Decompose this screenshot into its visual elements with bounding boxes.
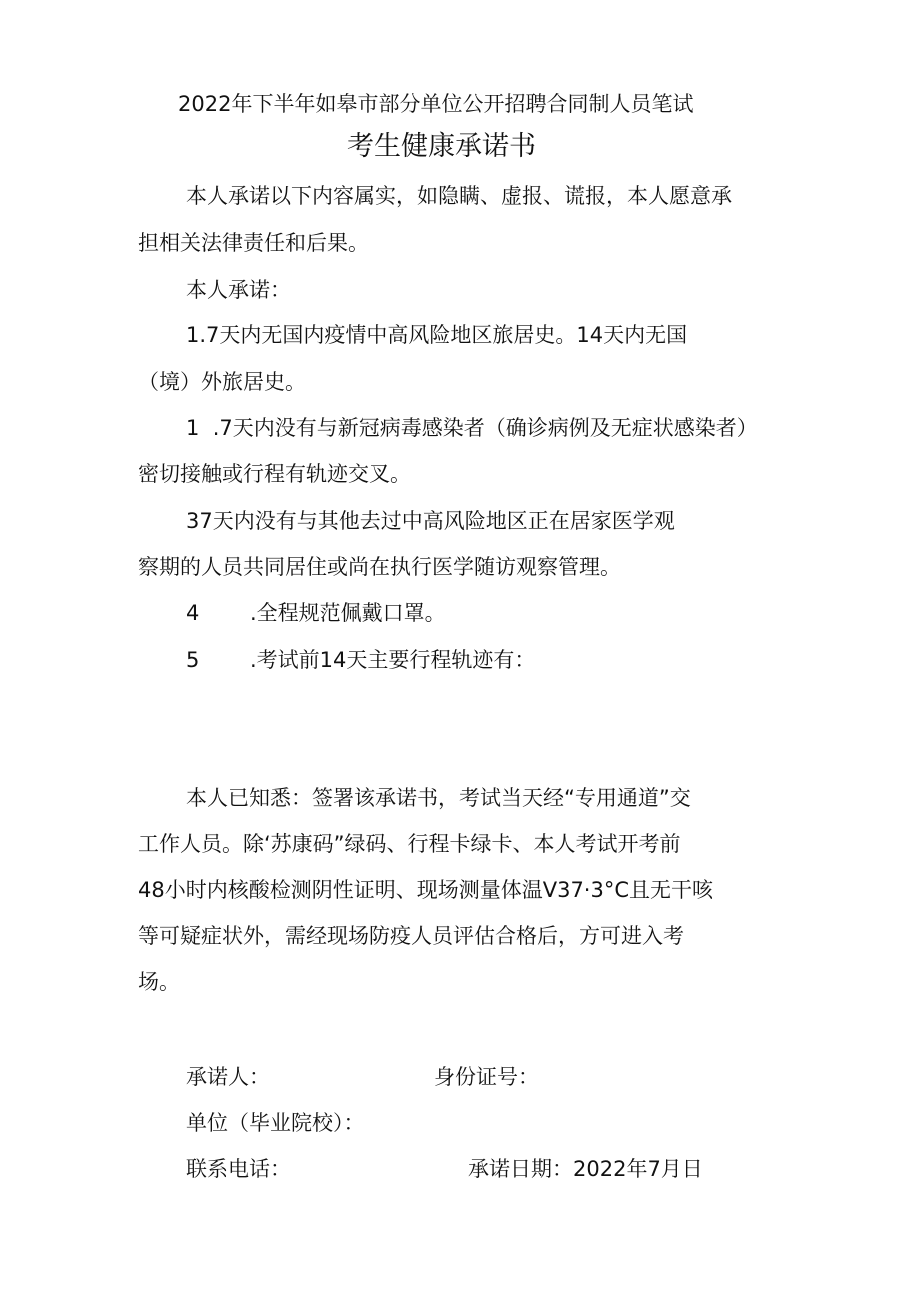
item-1-line-2: （境）外旅居史。 bbox=[138, 370, 306, 394]
item-2-line-1: 1 .7天内没有与新冠病毒感染者（确诊病例及无症状感染者） bbox=[186, 416, 758, 440]
notice-line-4: 等可疑症状外，需经现场防疫人员评估合格后，方可进入考 bbox=[138, 924, 684, 948]
item-4-number: 4 bbox=[186, 601, 200, 625]
item-3-line-1: 37天内没有与其他去过中高风险地区正在居家医学观 bbox=[186, 509, 675, 533]
intro-line-1: 本人承诺以下内容属实，如隐瞒、虚报、谎报，本人愿意承 bbox=[186, 184, 732, 208]
unit-label: 单位（毕业院校）： bbox=[186, 1111, 365, 1135]
item-1-line-1: 1.7天内无国内疫情中高风险地区旅居史。14天内无国 bbox=[186, 323, 688, 347]
notice-line-1: 本人已知悉：签署该承诺书，考试当天经“专用通道”交 bbox=[186, 786, 691, 810]
document-title: 考生健康承诺书 bbox=[347, 131, 536, 162]
pledge-heading: 本人承诺： bbox=[186, 278, 291, 302]
item-3-line-2: 察期的人员共同居住或尚在执行医学随访观察管理。 bbox=[138, 555, 621, 579]
notice-line-2: 工作人员。除‘苏康码”绿码、行程卡绿卡、本人考试开考前 bbox=[138, 832, 681, 856]
item-5-number: 5 bbox=[186, 648, 200, 672]
phone-label: 联系电话： bbox=[186, 1157, 291, 1181]
notice-line-3: 48小时内核酸检测阴性证明、现场测量体温V37·3°C且无干咳 bbox=[138, 878, 714, 902]
notice-line-5: 场。 bbox=[138, 970, 180, 994]
pledge-date: 承诺日期：2022年7月日 bbox=[468, 1157, 703, 1181]
item-5-text: .考试前14天主要行程轨迹有： bbox=[250, 648, 536, 672]
signer-label: 承诺人： bbox=[186, 1065, 270, 1089]
id-number-label: 身份证号： bbox=[434, 1065, 539, 1089]
item-2-line-2: 密切接触或行程有轨迹交叉。 bbox=[138, 462, 411, 486]
intro-line-2: 担相关法律责任和后果。 bbox=[138, 231, 369, 255]
item-4-text: .全程规范佩戴口罩。 bbox=[250, 601, 446, 625]
document-subtitle: 2022年下半年如皋市部分单位公开招聘合同制人员笔试 bbox=[178, 92, 694, 116]
